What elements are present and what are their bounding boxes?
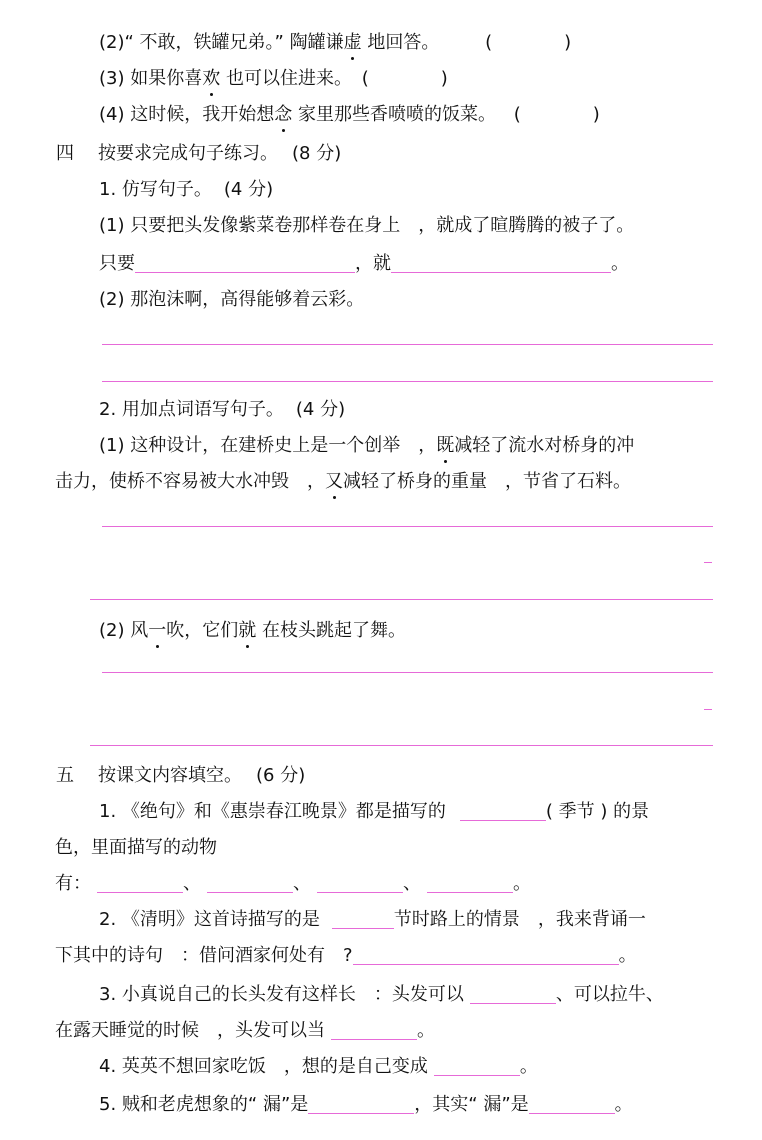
q3-item-3: (3) 如果你喜欢 也可以住进来。 ( )	[99, 68, 448, 89]
section-4-heading: 四 按要求完成句子练习。 (8 分)	[56, 143, 342, 164]
q3-item-2: (2)“ 不敢，铁罐兄弟。” 陶罐谦虚 地回答。 ( )	[99, 32, 572, 53]
emphasis-char: 虚	[343, 32, 362, 53]
answer-paren[interactable]: ( )	[485, 32, 572, 53]
section-5-heading: 五 按课文内容填空。 (6 分)	[56, 765, 306, 786]
answer-line[interactable]	[90, 599, 713, 600]
answer-paren[interactable]: ( )	[513, 104, 600, 125]
answer-line[interactable]	[102, 526, 713, 527]
q5-item-1-line-1: 1. 《绝句》和《惠崇春江晚景》都是描写的 ( 季节 ) 的景	[99, 801, 650, 822]
q5-item-1-line-2: 色，里面描写的动物	[55, 837, 217, 858]
line-end-mark	[704, 709, 712, 710]
emphasis-char: 既	[436, 435, 455, 456]
answer-blank[interactable]	[207, 874, 293, 893]
q3-item-4: (4) 这时候，我开始想念 家里那些香喷喷的饭菜。 ( )	[99, 104, 600, 125]
subsection-4-2-heading: 2. 用加点词语写句子。 (4 分)	[99, 399, 346, 420]
q5-item-2-line-2: 下其中的诗句 ：借问酒家何处有 ? 。	[55, 945, 637, 966]
q5-item-3-line-2: 在露天睡觉的时候 ，头发可以当 。	[55, 1020, 435, 1041]
answer-blank[interactable]	[427, 874, 513, 893]
q4-sentence-1: (1) 只要把头发像紫菜卷那样卷在身上 ，就成了暄腾腾的被子了。	[99, 215, 635, 236]
q4-fill-line: 只要 ，就 。	[99, 253, 629, 274]
answer-blank[interactable]	[434, 1057, 520, 1076]
answer-line[interactable]	[102, 381, 713, 382]
emphasis-char: 欢	[202, 68, 221, 89]
q4-sentence-3-line-1: (1) 这种设计，在建桥史上是一个创举 ，既减轻了流水对桥身的冲	[99, 435, 635, 456]
q5-item-2-line-1: 2. 《清明》这首诗描写的是 节时路上的情景 ，我来背诵一	[99, 909, 646, 930]
answer-blank[interactable]	[391, 254, 611, 273]
line-end-mark	[704, 562, 712, 563]
q5-item-3-line-1: 3. 小真说自己的长头发有这样长 ：头发可以 、可以拉牛、	[99, 984, 664, 1005]
answer-blank[interactable]	[308, 1095, 414, 1114]
emphasis-char: 就	[238, 620, 257, 641]
q4-sentence-4: (2) 风一吹，它们就 在枝头跳起了舞。	[99, 620, 406, 641]
answer-paren[interactable]: ( )	[361, 68, 448, 89]
answer-line[interactable]	[90, 745, 713, 746]
emphasis-char: 念	[274, 104, 293, 125]
emphasis-char: 一	[148, 620, 167, 641]
answer-blank[interactable]	[470, 985, 556, 1004]
answer-blank[interactable]	[97, 874, 183, 893]
subsection-4-1-heading: 1. 仿写句子。 (4 分)	[99, 179, 274, 200]
q4-sentence-3-line-2: 击力，使桥不容易被大水冲毁 ，又减轻了桥身的重量 ，节省了石料。	[55, 471, 631, 492]
answer-blank[interactable]	[353, 946, 619, 965]
q4-sentence-2: (2) 那泡沫啊，高得能够着云彩。	[99, 289, 365, 310]
answer-line[interactable]	[102, 344, 713, 345]
answer-line[interactable]	[102, 672, 713, 673]
emphasis-char: 又	[325, 471, 343, 492]
q5-item-4: 4. 英英不想回家吃饭 ，想的是自己变成 。	[99, 1056, 538, 1077]
answer-blank[interactable]	[460, 802, 546, 821]
answer-blank[interactable]	[317, 874, 403, 893]
answer-blank[interactable]	[529, 1095, 615, 1114]
answer-blank[interactable]	[331, 1021, 417, 1040]
answer-blank[interactable]	[332, 910, 394, 929]
answer-blank[interactable]	[135, 254, 355, 273]
q5-item-1-line-3: 有： 、 、 、 。	[55, 873, 531, 894]
q5-item-5: 5. 贼和老虎想象的“ 漏”是 ，其实“ 漏”是 。	[99, 1094, 633, 1115]
